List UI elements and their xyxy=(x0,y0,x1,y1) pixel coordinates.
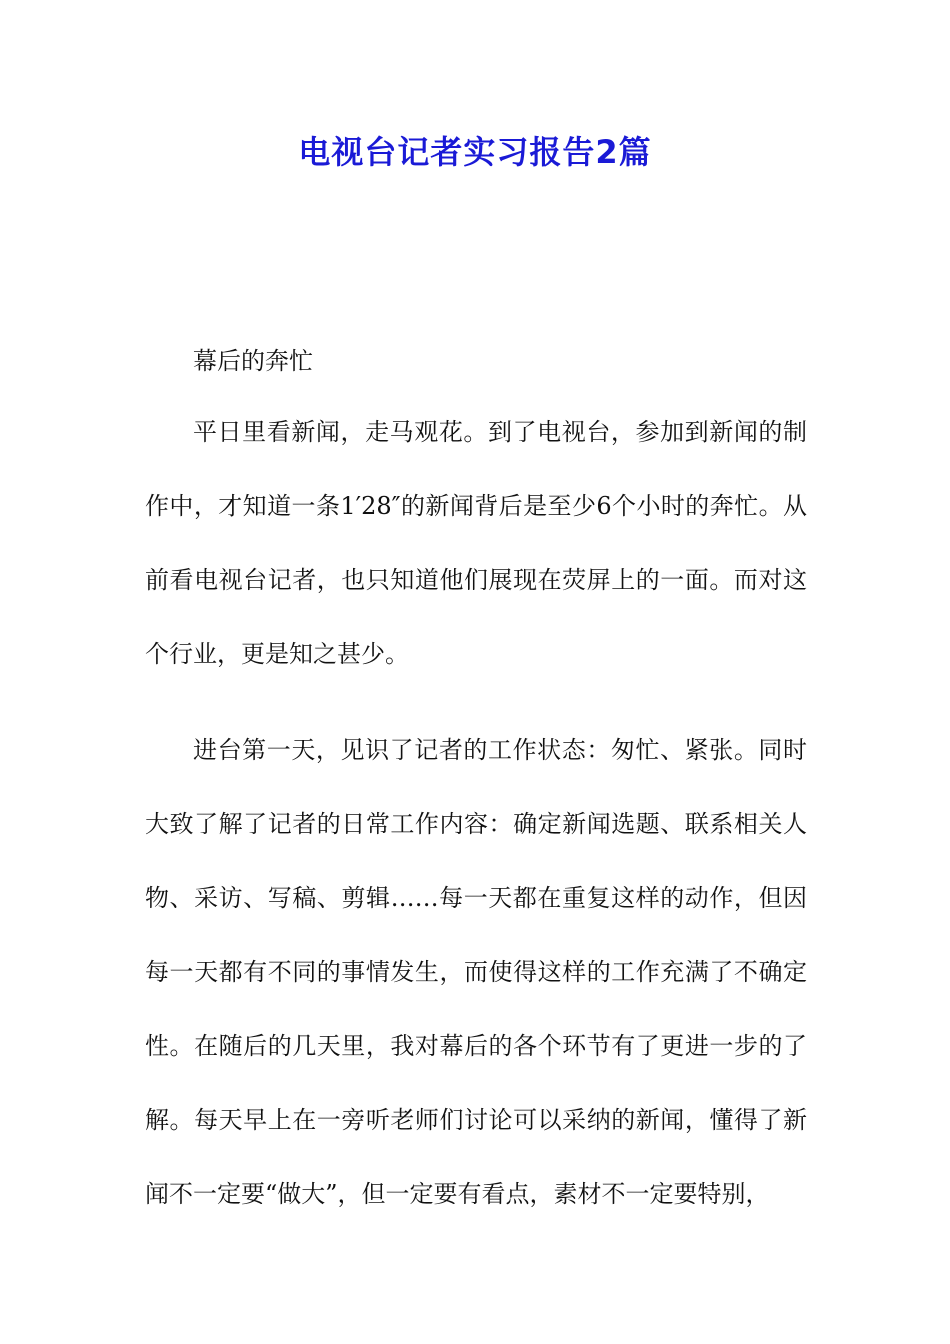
document-title: 电视台记者实习报告2篇 xyxy=(298,133,652,171)
document-body xyxy=(145,337,807,1253)
paragraph: 平日里看新闻，走马观花。到了电视台，参加到新闻的制作中，才知道一条1′28″的新闻背后是至少6个小时的奔忙。从前看电视台记者，也只知道他们展现在荧屏上的一面。而对这个行业，更是知之甚少。 xyxy=(145,418,807,668)
paragraph: 进台第一天，见识了记者的工作状态：匆忙、紧张。同时大致了解了记者的日常工作内容：确定新闻选题、联系相关人物、采访、写稿、剪辑……每一天都在重复这样的动作，但因每一天都有不同的事情发生，而使得这样的工作充满了不确定性。在随后的几天里，我对幕后的各个环节有了更进一步的了解。每天早上在一旁听老师们讨论可以采纳的新闻，懂得了新闻不一定要“做大”，但一定要有看点，素材不一定要特别， xyxy=(145,736,807,1208)
section-heading: 幕后的奔忙 xyxy=(193,347,313,375)
